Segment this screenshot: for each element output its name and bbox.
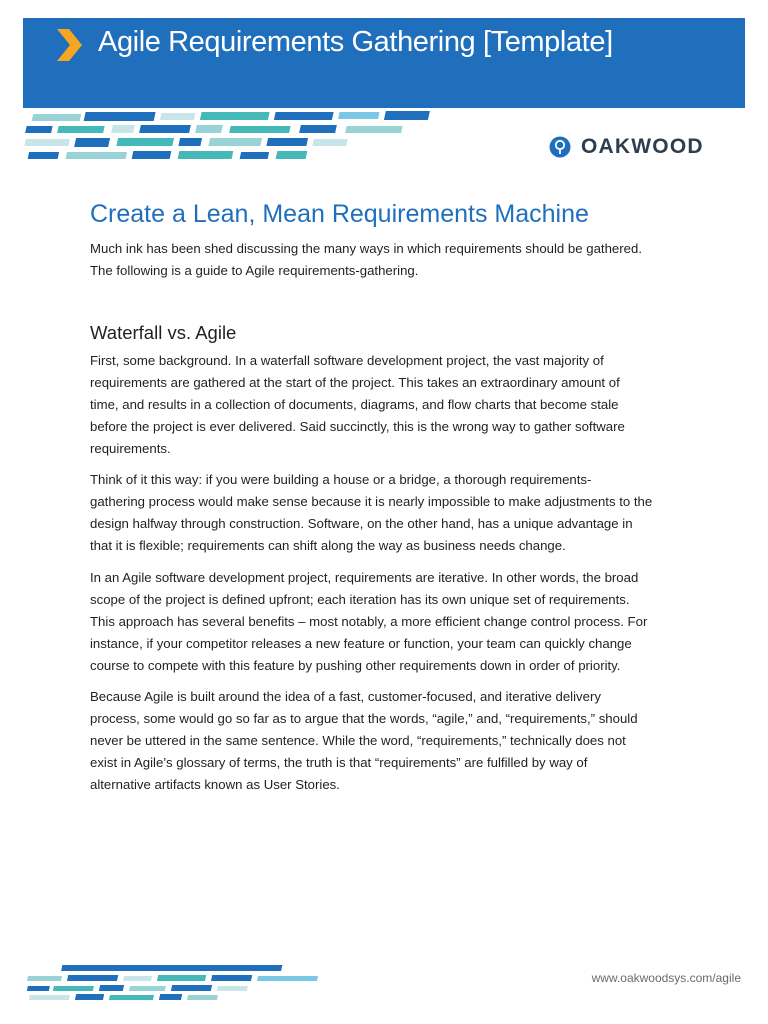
text-line: course to compete with this feature by pushing other requirements down in order of priority.	[90, 658, 621, 673]
text-line: alternative artifacts known as User Stories.	[90, 777, 340, 792]
text-line: This approach has several benefits – most notably, a more efficient change control process. For	[90, 614, 648, 629]
oakwood-logo-icon	[549, 136, 571, 158]
footer-url[interactable]: www.oakwoodsys.com/agile	[591, 971, 741, 985]
oakwood-logo	[549, 134, 704, 160]
text-line: gathering process would make sense because it is nearly impossible to make adjustments to the	[90, 494, 653, 509]
text-line: that it is flexible; requirements can shift along the way as business needs change.	[90, 538, 566, 553]
text-line: In an Agile software development project, requirements are iterative. In other words, the broad	[90, 570, 639, 585]
footer-stripes	[23, 962, 333, 1002]
text-line: before the project is ever delivered. Said succinctly, this is the wrong way to gather software	[90, 419, 625, 434]
text-line: requirements are gathered at the start of the project. This takes an extraordinary amount of	[90, 375, 620, 390]
text-line: never be uttered in the same sentence. While the word, “requirements,” technically does not	[90, 733, 626, 748]
text-line: requirements.	[90, 441, 171, 456]
text-line: process, some would go so far as to argue that the words, “agile,” and, “requirements,” should	[90, 711, 638, 726]
text-line: design halfway through construction. Software, on the other hand, has a unique advantage in	[90, 516, 633, 531]
text-line: Because Agile is built around the idea of a fast, customer-focused, and iterative delivery	[90, 689, 601, 704]
text-line: First, some background. In a waterfall software development project, the vast majority of	[90, 353, 604, 368]
intro-paragraph	[90, 238, 690, 282]
paragraph-3	[90, 567, 690, 677]
header-stripes	[23, 96, 453, 170]
page-heading: Create a Lean, Mean Requirements Machine	[90, 200, 589, 228]
text-line: Think of it this way: if you were building a house or a bridge, a thorough requirements-	[90, 472, 592, 487]
section-heading: Waterfall vs. Agile	[90, 322, 237, 343]
logo-wordmark: OAKWOOD	[581, 135, 704, 158]
text-line: scope of the project is defined upfront; each iteration has its own unique set of requirements.	[90, 592, 630, 607]
text-line: exist in Agile’s glossary of terms, the truth is that “requirements” are fulfilled by way of	[90, 755, 588, 770]
chevron-right-icon	[54, 28, 84, 62]
text-line: Much ink has been shed discussing the many ways in which requirements should be gathered.	[90, 241, 642, 256]
document-title: Agile Requirements Gathering [Template]	[98, 26, 613, 58]
text-line: instance, if your competitor releases a new feature or function, your team can quickly change	[90, 636, 632, 651]
text-line: time, and results in a collection of documents, diagrams, and flow charts that become stale	[90, 397, 619, 412]
paragraph-2	[90, 469, 690, 557]
paragraph-1	[90, 350, 690, 460]
text-line: The following is a guide to Agile requirements-gathering.	[90, 263, 419, 278]
paragraph-4	[90, 686, 690, 796]
